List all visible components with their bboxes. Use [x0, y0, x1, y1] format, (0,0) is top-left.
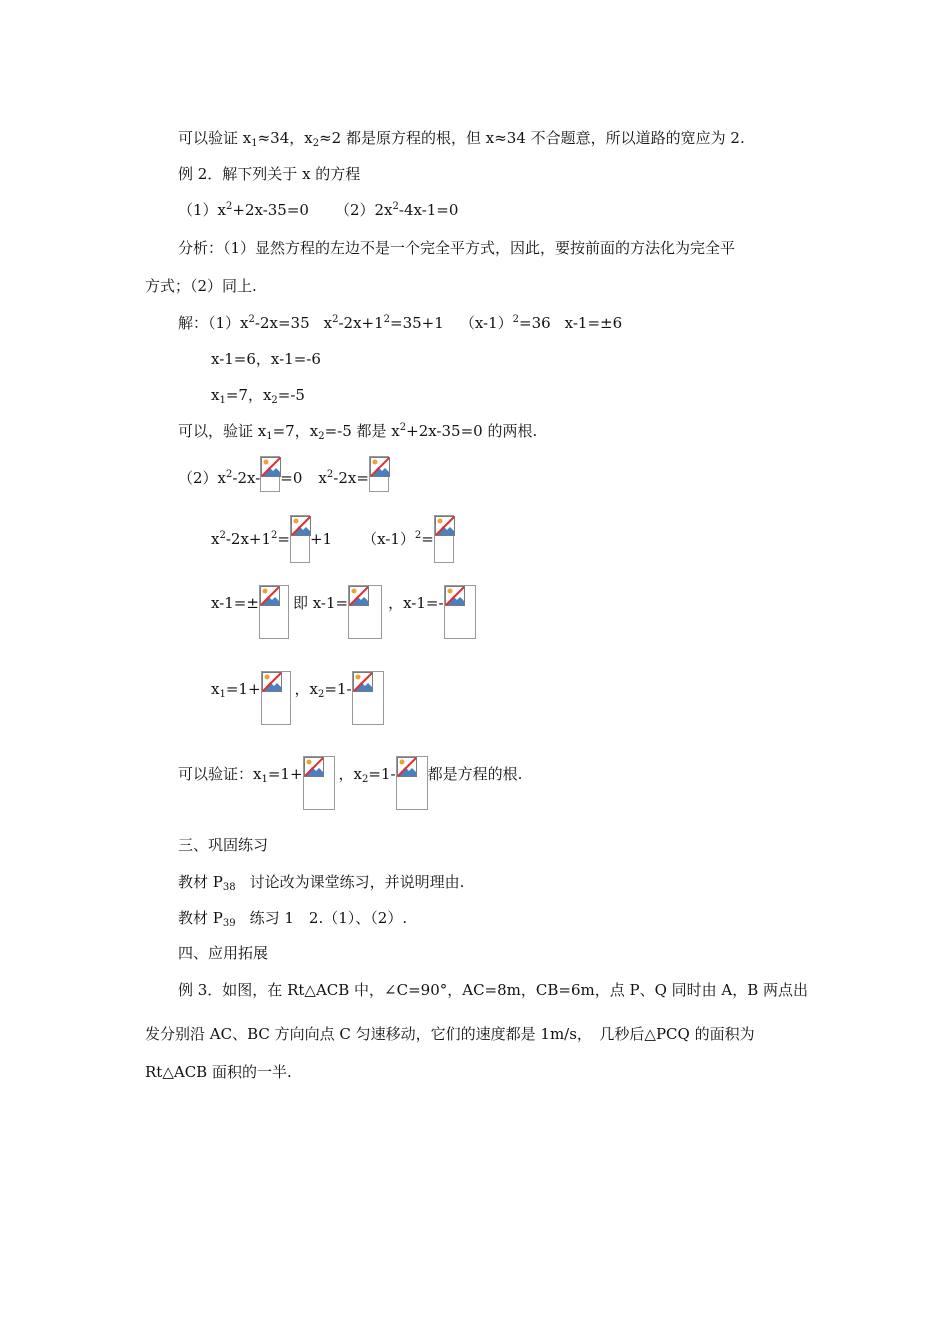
- broken-image-icon: [349, 586, 369, 606]
- subscript: 2: [362, 774, 369, 785]
- section-heading: 三、巩固练习: [178, 836, 269, 854]
- formula-image: [348, 585, 382, 639]
- section-heading: 四、应用拓展: [178, 944, 269, 962]
- text-line: [178, 421, 537, 441]
- formula-image: [444, 585, 476, 639]
- text: ，x-1=-: [388, 594, 444, 612]
- text-line: [211, 679, 384, 725]
- broken-image-icon: [304, 757, 324, 777]
- formula-image: [260, 456, 280, 492]
- text: 都是方程的根.: [427, 765, 523, 783]
- text-line: [178, 908, 407, 928]
- superscript: 2: [219, 530, 226, 541]
- text: x: [323, 314, 333, 332]
- text: -2x+1: [338, 314, 384, 332]
- solution-line: [178, 313, 622, 333]
- formula-image: [396, 756, 428, 810]
- subscript: 1: [219, 395, 226, 406]
- analysis-line: 分析：（1）显然方程的左边不是一个完全平方式，因此，要按前面的方法化为完全平: [178, 239, 736, 257]
- text: 练习 1 2.（1）、（2）.: [249, 909, 408, 927]
- text: （2）2x: [334, 201, 393, 219]
- superscript: 2: [399, 422, 407, 433]
- text: 可以，验证 x: [178, 422, 267, 440]
- broken-image-icon: [445, 586, 465, 606]
- superscript: 2: [248, 314, 255, 325]
- subscript: 2: [318, 689, 325, 700]
- text: -4x-1=0: [398, 201, 459, 219]
- example-3-line: 例 3．如图，在 Rt△ACB 中，∠C=90°，AC=8m，CB=6m，点 P、Q 同时由 A，B 两点出: [178, 981, 809, 999]
- text: ，x: [294, 680, 318, 698]
- formula-image: [303, 756, 335, 810]
- text: -2x-: [232, 469, 261, 487]
- text: -2x=: [333, 469, 369, 487]
- equations-line: [178, 200, 458, 220]
- subscript: 2: [271, 395, 278, 406]
- text: 即 x-1=: [292, 594, 349, 612]
- text: （x-1）: [459, 314, 513, 332]
- formula-image: [290, 515, 310, 563]
- text: x-1=±: [211, 594, 259, 612]
- text: =1+: [225, 680, 261, 698]
- broken-image-icon: [260, 586, 280, 606]
- text: （1）x: [178, 201, 227, 219]
- analysis-line-cont: 方式；（2）同上.: [145, 277, 257, 295]
- subscript: 39: [222, 918, 236, 929]
- broken-image-icon: [370, 457, 390, 477]
- text-line: [178, 764, 522, 810]
- text-line: [178, 128, 745, 148]
- text: =36: [519, 314, 551, 332]
- text: -2x+1: [225, 530, 272, 548]
- subscript: 2: [312, 138, 320, 149]
- formula-image: [261, 671, 291, 725]
- superscript: 2: [226, 201, 233, 212]
- broken-image-icon: [261, 457, 281, 477]
- text: =1-: [324, 680, 352, 698]
- text: ≈2 都是原方程的根，但 x≈34 不合题意，所以道路的宽应为 2.: [319, 129, 745, 147]
- broken-image-icon: [291, 516, 311, 536]
- superscript: 2: [414, 530, 422, 541]
- text: 教材 P: [178, 873, 223, 891]
- subscript: 2: [318, 431, 325, 442]
- text: 可以验证：x: [178, 765, 262, 783]
- text-line: x-1=6，x-1=-6: [211, 350, 321, 368]
- text: +1: [309, 530, 333, 548]
- text: +2x-35=0: [232, 201, 309, 219]
- broken-image-icon: [353, 672, 373, 692]
- formula-image: [259, 585, 289, 639]
- text: 教材 P: [178, 909, 223, 927]
- text: +2x-35=0 的两根.: [406, 422, 538, 440]
- text: =0: [280, 469, 303, 487]
- superscript: 2: [512, 314, 519, 325]
- text-line: [211, 385, 305, 405]
- subscript: 1: [266, 431, 273, 442]
- text-line: [178, 872, 464, 892]
- text: 解：（1）x: [178, 314, 249, 332]
- text: （x-1）: [362, 530, 415, 548]
- subscript: 1: [251, 138, 258, 149]
- text: =-5: [277, 386, 305, 404]
- text: ≈34，x: [257, 129, 313, 147]
- text: x: [211, 530, 220, 548]
- broken-image-icon: [262, 672, 282, 692]
- example-2-heading: 例 2．解下列关于 x 的方程: [178, 165, 361, 183]
- text: =35+1: [390, 314, 444, 332]
- formula-image: [369, 456, 389, 492]
- text: x: [211, 386, 220, 404]
- superscript: 2: [226, 469, 233, 480]
- text: =: [277, 530, 290, 548]
- superscript: 2: [271, 530, 278, 541]
- text: （2）x: [178, 469, 227, 487]
- text: 讨论改为课堂练习，并说明理由.: [249, 873, 465, 891]
- text: 可以验证 x: [178, 129, 252, 147]
- text: -2x=35: [254, 314, 310, 332]
- example-3-line: 发分别沿 AC、BC 方向向点 C 匀速移动，它们的速度都是 1m/s， 几秒后△PCQ 的面积为: [145, 1025, 755, 1043]
- text: x-1=±6: [564, 314, 623, 332]
- example-3-line: Rt△ACB 面积的一半.: [145, 1063, 292, 1081]
- text-line: [211, 593, 476, 639]
- formula-image: [434, 515, 454, 563]
- text: =-5 都是 x: [324, 422, 400, 440]
- text: x: [211, 680, 220, 698]
- broken-image-icon: [397, 757, 417, 777]
- text: =1+: [267, 765, 303, 783]
- text: =: [421, 530, 434, 548]
- superscript: 2: [383, 314, 391, 325]
- text: ，x: [338, 765, 362, 783]
- text-line: [178, 468, 389, 492]
- subscript: 1: [261, 774, 268, 785]
- text: =7，x: [272, 422, 319, 440]
- text: x: [318, 469, 327, 487]
- text-line: [211, 529, 454, 563]
- formula-image: [352, 671, 384, 725]
- text: =7，x: [225, 386, 272, 404]
- superscript: 2: [332, 314, 339, 325]
- superscript: 2: [326, 469, 334, 480]
- broken-image-icon: [435, 516, 455, 536]
- subscript: 38: [222, 882, 236, 893]
- text: =1-: [368, 765, 396, 783]
- subscript: 1: [219, 689, 226, 700]
- superscript: 2: [392, 201, 399, 212]
